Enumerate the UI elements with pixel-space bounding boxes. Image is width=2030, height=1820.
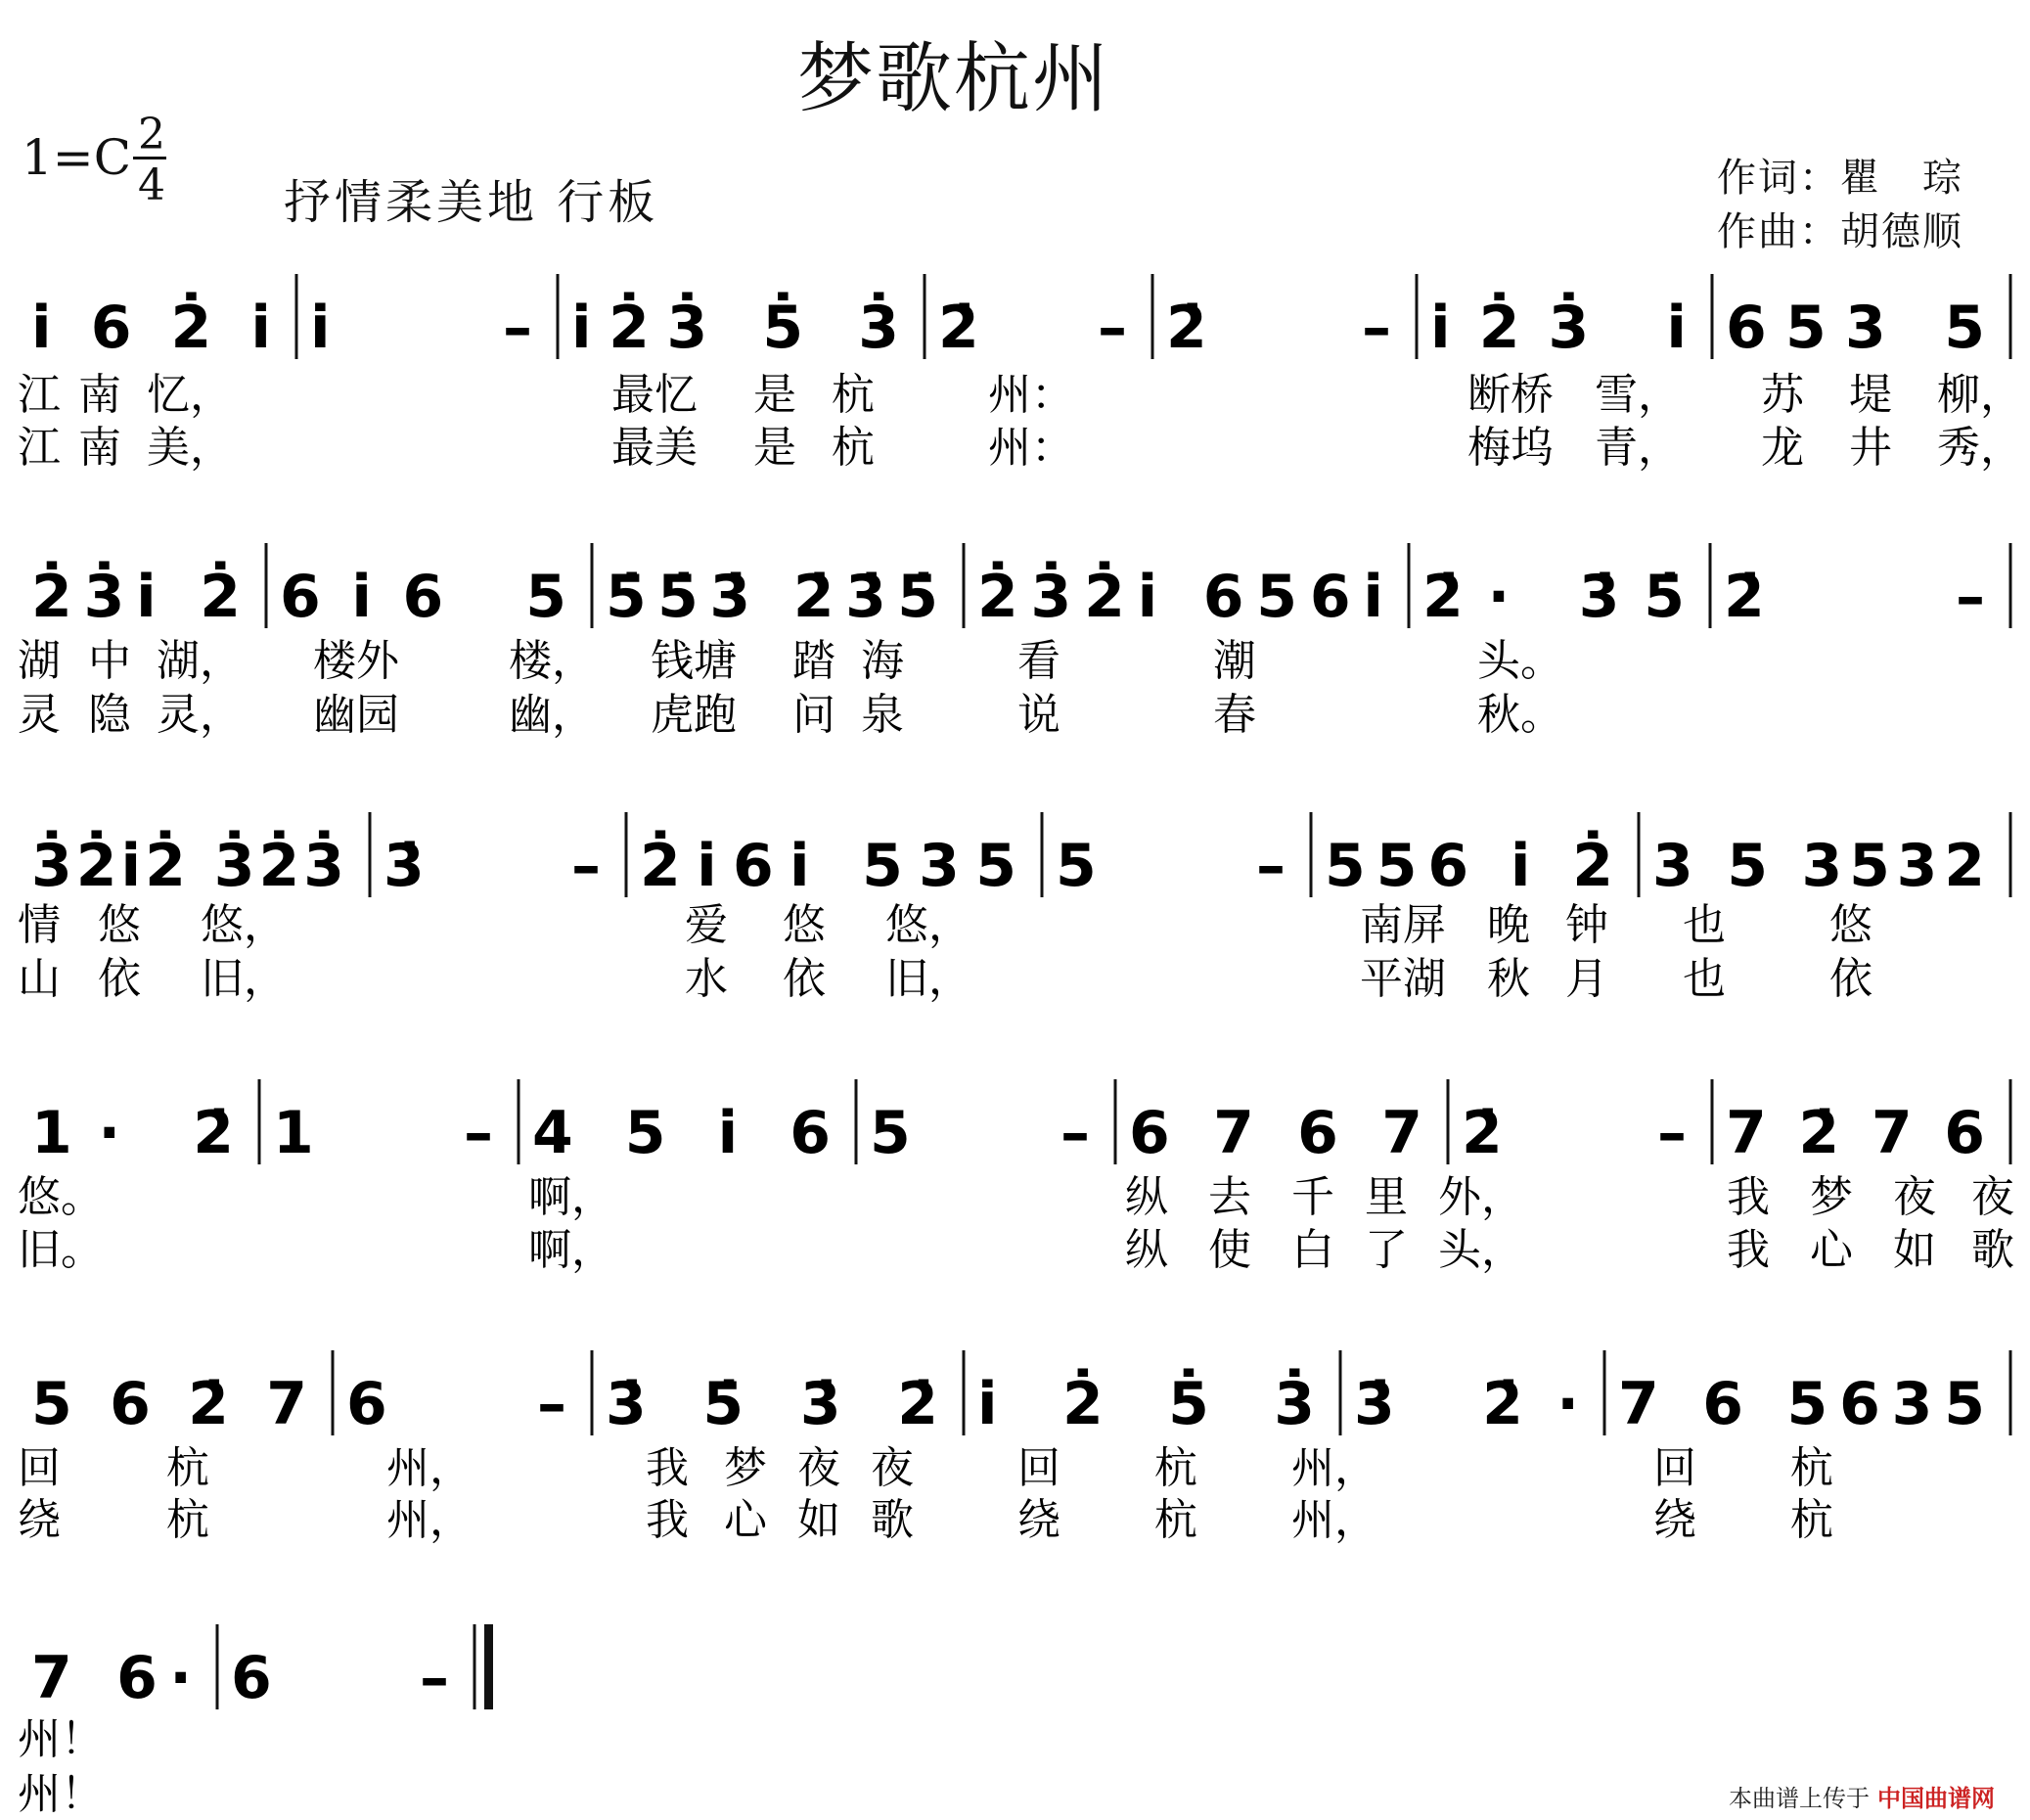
measure-notes: 7 6· [31, 1644, 192, 1712]
lyric-verse-1: 忆， [147, 370, 233, 420]
lyric-verse-1: 杭 [1154, 1443, 1197, 1493]
lyric-verse-2: 州， [1291, 1495, 1377, 1545]
measure-notes: 1 – [273, 1099, 493, 1167]
lyric-verse-1: 断桥 [1467, 370, 1554, 420]
page-title: 梦歌杭州 [796, 35, 1110, 123]
lyric-verse-2: 青， [1595, 423, 1681, 473]
measure-notes: 5̇5̇3̇ 2̇3̇5̇ [606, 563, 938, 631]
lyric-verse-2: 幽园 [313, 690, 399, 740]
lyric-verse-1: 杭 [1790, 1443, 1833, 1493]
lyric-verse-1: 州， [1291, 1443, 1377, 1493]
lyric-verse-2: 虎跑 [651, 690, 737, 740]
measure-notes: 6 – [231, 1644, 449, 1712]
lyric-verse-1: 堤 [1849, 370, 1892, 420]
lyric-verse-2: 也 [1683, 954, 1726, 1004]
lyric-verse-2: 心 [724, 1495, 767, 1545]
lyric-verse-2: 杭 [1154, 1495, 1197, 1545]
measure-notes: 653 5 [1726, 294, 1985, 362]
lyric-verse-1: 潮 [1213, 636, 1256, 686]
lyric-verse-1: 湖， [157, 636, 243, 686]
final-bar-line [484, 1624, 493, 1709]
lyric-verse-1: 钱塘 [651, 636, 737, 686]
lyric-verse-1: 纵 [1125, 1172, 1168, 1222]
measure-notes: 1· 2̇ [31, 1099, 234, 1167]
measure-notes: 5 – [870, 1099, 1090, 1167]
key-signature: 1=C [22, 129, 131, 186]
lyric-verse-2: 啊， [528, 1225, 614, 1275]
measure-notes: 2̇3̇2̇i̇ 656i̇ [977, 563, 1383, 631]
lyric-verse-1: 晚 [1487, 900, 1530, 950]
lyric-verse-1: 中 [88, 636, 131, 686]
measure-notes: i̇2̇3̇ 5̇ 3̇ [571, 294, 899, 362]
lyric-verse-2: 秋。 [1477, 690, 1563, 740]
lyric-verse-2: 最美 [611, 423, 698, 473]
measure-notes: 5 6 2̇ 7 [31, 1370, 307, 1438]
lyric-verse-1: 看 [1017, 636, 1060, 686]
lyric-verse-2: 梅坞 [1467, 423, 1554, 473]
measure-notes: 2̇ – [1724, 563, 1985, 631]
lyric-verse-1: 南屏 [1360, 900, 1446, 950]
lyric-verse-2: 了 [1365, 1225, 1408, 1275]
measure-notes: 3̇2̇i̇2̇ 3̇2̇3̇ [31, 832, 344, 900]
lyric-verse-2: 如 [797, 1495, 840, 1545]
measure-notes: 5 – [1056, 832, 1286, 900]
score-system [18, 812, 2010, 1004]
lyric-verse-1: 回 [1653, 1443, 1696, 1493]
lyric-verse-2: 是 [753, 423, 796, 473]
lyric-verse-2: 泉 [861, 690, 904, 740]
lyric-verse-1: 柳， [1937, 370, 2023, 420]
lyric-verse-2: 纵 [1125, 1225, 1168, 1275]
lyric-verse-2: 春 [1213, 690, 1256, 740]
lyric-verse-2: 问 [792, 690, 835, 740]
measure-notes: 7 2̇ 7 6 [1726, 1099, 1985, 1167]
lyric-verse-1: 夜 [1971, 1172, 2014, 1222]
footer-watermark [1729, 1779, 1995, 1813]
lyric-verse-1: 苏 [1761, 370, 1804, 420]
measure-notes: 3̇ – [383, 832, 601, 900]
score-system [18, 274, 2023, 473]
score-system [18, 1079, 2014, 1275]
lyric-verse-2: 水 [685, 954, 728, 1004]
lyric-verse-1: 是 [753, 370, 796, 420]
measure-notes: 2̇i̇6i̇ 535 [640, 832, 1016, 900]
lyric-verse-1: 悠。 [18, 1172, 104, 1222]
footer-text: 本曲谱上传于 [1729, 1785, 1870, 1812]
lyric-verse-1: 夜 [1893, 1172, 1936, 1222]
lyric-verse-2: 歌 [1971, 1225, 2014, 1275]
measure-notes: 3 5 3532 [1652, 832, 1985, 900]
lyric-verse-2: 灵， [157, 690, 243, 740]
lyric-verse-2: 使 [1208, 1225, 1251, 1275]
lyric-verse-1: 我 [646, 1443, 689, 1493]
lyric-verse-1: 最忆 [611, 370, 698, 420]
composer-credit: 作曲：胡德顺 [1717, 209, 1963, 254]
lyric-verse-1: 州， [386, 1443, 473, 1493]
lyric-verse-1: 啊， [528, 1172, 614, 1222]
lyric-verse-2: 南 [78, 423, 121, 473]
lyric-verse-1: 楼， [509, 636, 595, 686]
lyric-verse-2: 心 [1810, 1225, 1853, 1275]
lyric-verse-1: 踏 [792, 636, 835, 686]
lyric-verse-1: 杭 [166, 1443, 209, 1493]
score-system [18, 1624, 493, 1819]
time-signature-bottom: 4 [138, 160, 165, 210]
lyric-verse-2: 歌 [871, 1495, 914, 1545]
lyric-verse-2: 杭 [832, 423, 875, 473]
lyric-verse-2: 绕 [1653, 1495, 1696, 1545]
measure-notes: 556 i̇ 2̇ [1325, 832, 1613, 900]
score-system [18, 1350, 2010, 1545]
lyric-verse-1: 去 [1208, 1172, 1251, 1222]
lyric-verse-1: 情 [18, 900, 61, 950]
measure-notes: 7 6 5635 [1618, 1370, 1985, 1438]
lyricist-credit: 作词：瞿 琮 [1717, 156, 1963, 201]
lyric-verse-1: 州： [988, 370, 1074, 420]
lyric-verse-2: 井 [1849, 423, 1892, 473]
lyric-verse-2: 依 [783, 954, 826, 1004]
time-signature-top: 2 [138, 110, 165, 159]
score-system [18, 543, 2010, 740]
lyric-verse-1: 梦 [1810, 1172, 1853, 1222]
measure-notes: 2̇ – [1166, 294, 1391, 362]
measure-notes: 3̇ 2̇· [1354, 1370, 1579, 1438]
lyric-verse-1: 夜 [797, 1443, 840, 1493]
measure-notes: i̇2̇3̇ i̇ [1430, 294, 1687, 362]
lyric-verse-2: 杭 [1790, 1495, 1833, 1545]
lyric-verse-1: 夜 [871, 1443, 914, 1493]
lyric-verse-1: 钟 [1565, 900, 1608, 950]
lyric-verse-2: 平湖 [1360, 954, 1446, 1004]
lyric-verse-1: 悠 [783, 900, 826, 950]
lyric-verse-2: 旧， [201, 954, 287, 1004]
measure-notes: 2̇ – [938, 294, 1127, 362]
lyric-verse-2: 隐 [88, 690, 131, 740]
measure-notes: 6i̇6 5 [280, 563, 566, 631]
lyric-verse-1: 千 [1291, 1172, 1334, 1222]
lyric-verse-1: 爱 [685, 900, 728, 950]
lyric-verse-2: 秋 [1487, 954, 1530, 1004]
lyric-verse-1: 悠， [201, 900, 287, 950]
lyric-verse-2: 头， [1438, 1225, 1524, 1275]
lyric-verse-2: 幽， [509, 690, 595, 740]
lyric-verse-1: 回 [1017, 1443, 1060, 1493]
lyric-verse-2: 绕 [18, 1495, 61, 1545]
lyric-verse-2: 依 [98, 954, 141, 1004]
lyric-verse-2: 龙 [1761, 423, 1804, 473]
lyric-verse-2: 月 [1565, 954, 1608, 1004]
lyric-verse-1: 外， [1438, 1172, 1524, 1222]
measure-notes: 3̇ 5̇ 3̇ 2̇ [606, 1370, 938, 1438]
lyric-verse-2: 秀， [1937, 423, 2023, 473]
lyric-verse-2: 说 [1017, 690, 1060, 740]
measure-notes: i̇ – [310, 294, 532, 362]
lyric-verse-2: 杭 [166, 1495, 209, 1545]
lyric-verse-1: 里 [1365, 1172, 1408, 1222]
measure-notes: 2̇ – [1462, 1099, 1687, 1167]
lyric-verse-2: 如 [1893, 1225, 1936, 1275]
lyric-verse-1: 梦 [724, 1443, 767, 1493]
lyric-verse-1: 悠， [885, 900, 971, 950]
lyric-verse-2: 我 [646, 1495, 689, 1545]
measure-notes: 2̇· 3̇5̇ [1422, 563, 1685, 631]
lyric-verse-1: 南 [78, 370, 121, 420]
lyric-verse-2: 旧， [885, 954, 971, 1004]
measure-notes: 6 7 6 7 [1129, 1099, 1422, 1167]
lyric-verse-2: 旧。 [18, 1225, 104, 1275]
lyric-verse-2: 山 [18, 954, 61, 1004]
lyric-verse-2: 州！ [18, 1769, 104, 1819]
lyric-verse-1: 回 [18, 1443, 61, 1493]
lyric-verse-1: 海 [861, 636, 904, 686]
lyric-verse-2: 白 [1291, 1225, 1334, 1275]
lyric-verse-2: 州， [386, 1495, 473, 1545]
measure-notes: 2̇3̇i̇ 2̇ [31, 563, 241, 631]
lyric-verse-2: 依 [1829, 954, 1872, 1004]
lyric-verse-1: 江 [18, 370, 61, 420]
measure-notes: i̇ 2̇ 5̇ 3̇ [977, 1370, 1315, 1438]
lyric-verse-1: 杭 [832, 370, 875, 420]
lyric-verse-2: 绕 [1017, 1495, 1060, 1545]
measure-notes: 6 – [346, 1370, 566, 1438]
lyric-verse-2: 美， [147, 423, 233, 473]
lyric-verse-1: 悠 [1829, 900, 1872, 950]
lyric-verse-2: 州： [988, 423, 1074, 473]
lyric-verse-1: 楼外 [313, 636, 399, 686]
lyric-verse-1: 湖 [18, 636, 61, 686]
lyric-verse-1: 头。 [1477, 636, 1563, 686]
lyric-verse-2: 江 [18, 423, 61, 473]
measure-notes: i̇ 6 2̇ i̇ [31, 294, 271, 362]
lyric-verse-2: 我 [1727, 1225, 1770, 1275]
lyric-verse-2: 灵 [18, 690, 61, 740]
tempo-marking: 抒情柔美地 行板 [284, 175, 659, 230]
lyric-verse-1: 州！ [18, 1714, 104, 1764]
lyric-verse-1: 悠 [98, 900, 141, 950]
measure-notes: 4 5 i̇ 6 [532, 1099, 831, 1167]
lyric-verse-1: 也 [1683, 900, 1726, 950]
lyric-verse-1: 雪， [1595, 370, 1681, 420]
lyric-verse-1: 我 [1727, 1172, 1770, 1222]
footer-brand: 中国曲谱网 [1877, 1784, 1995, 1812]
